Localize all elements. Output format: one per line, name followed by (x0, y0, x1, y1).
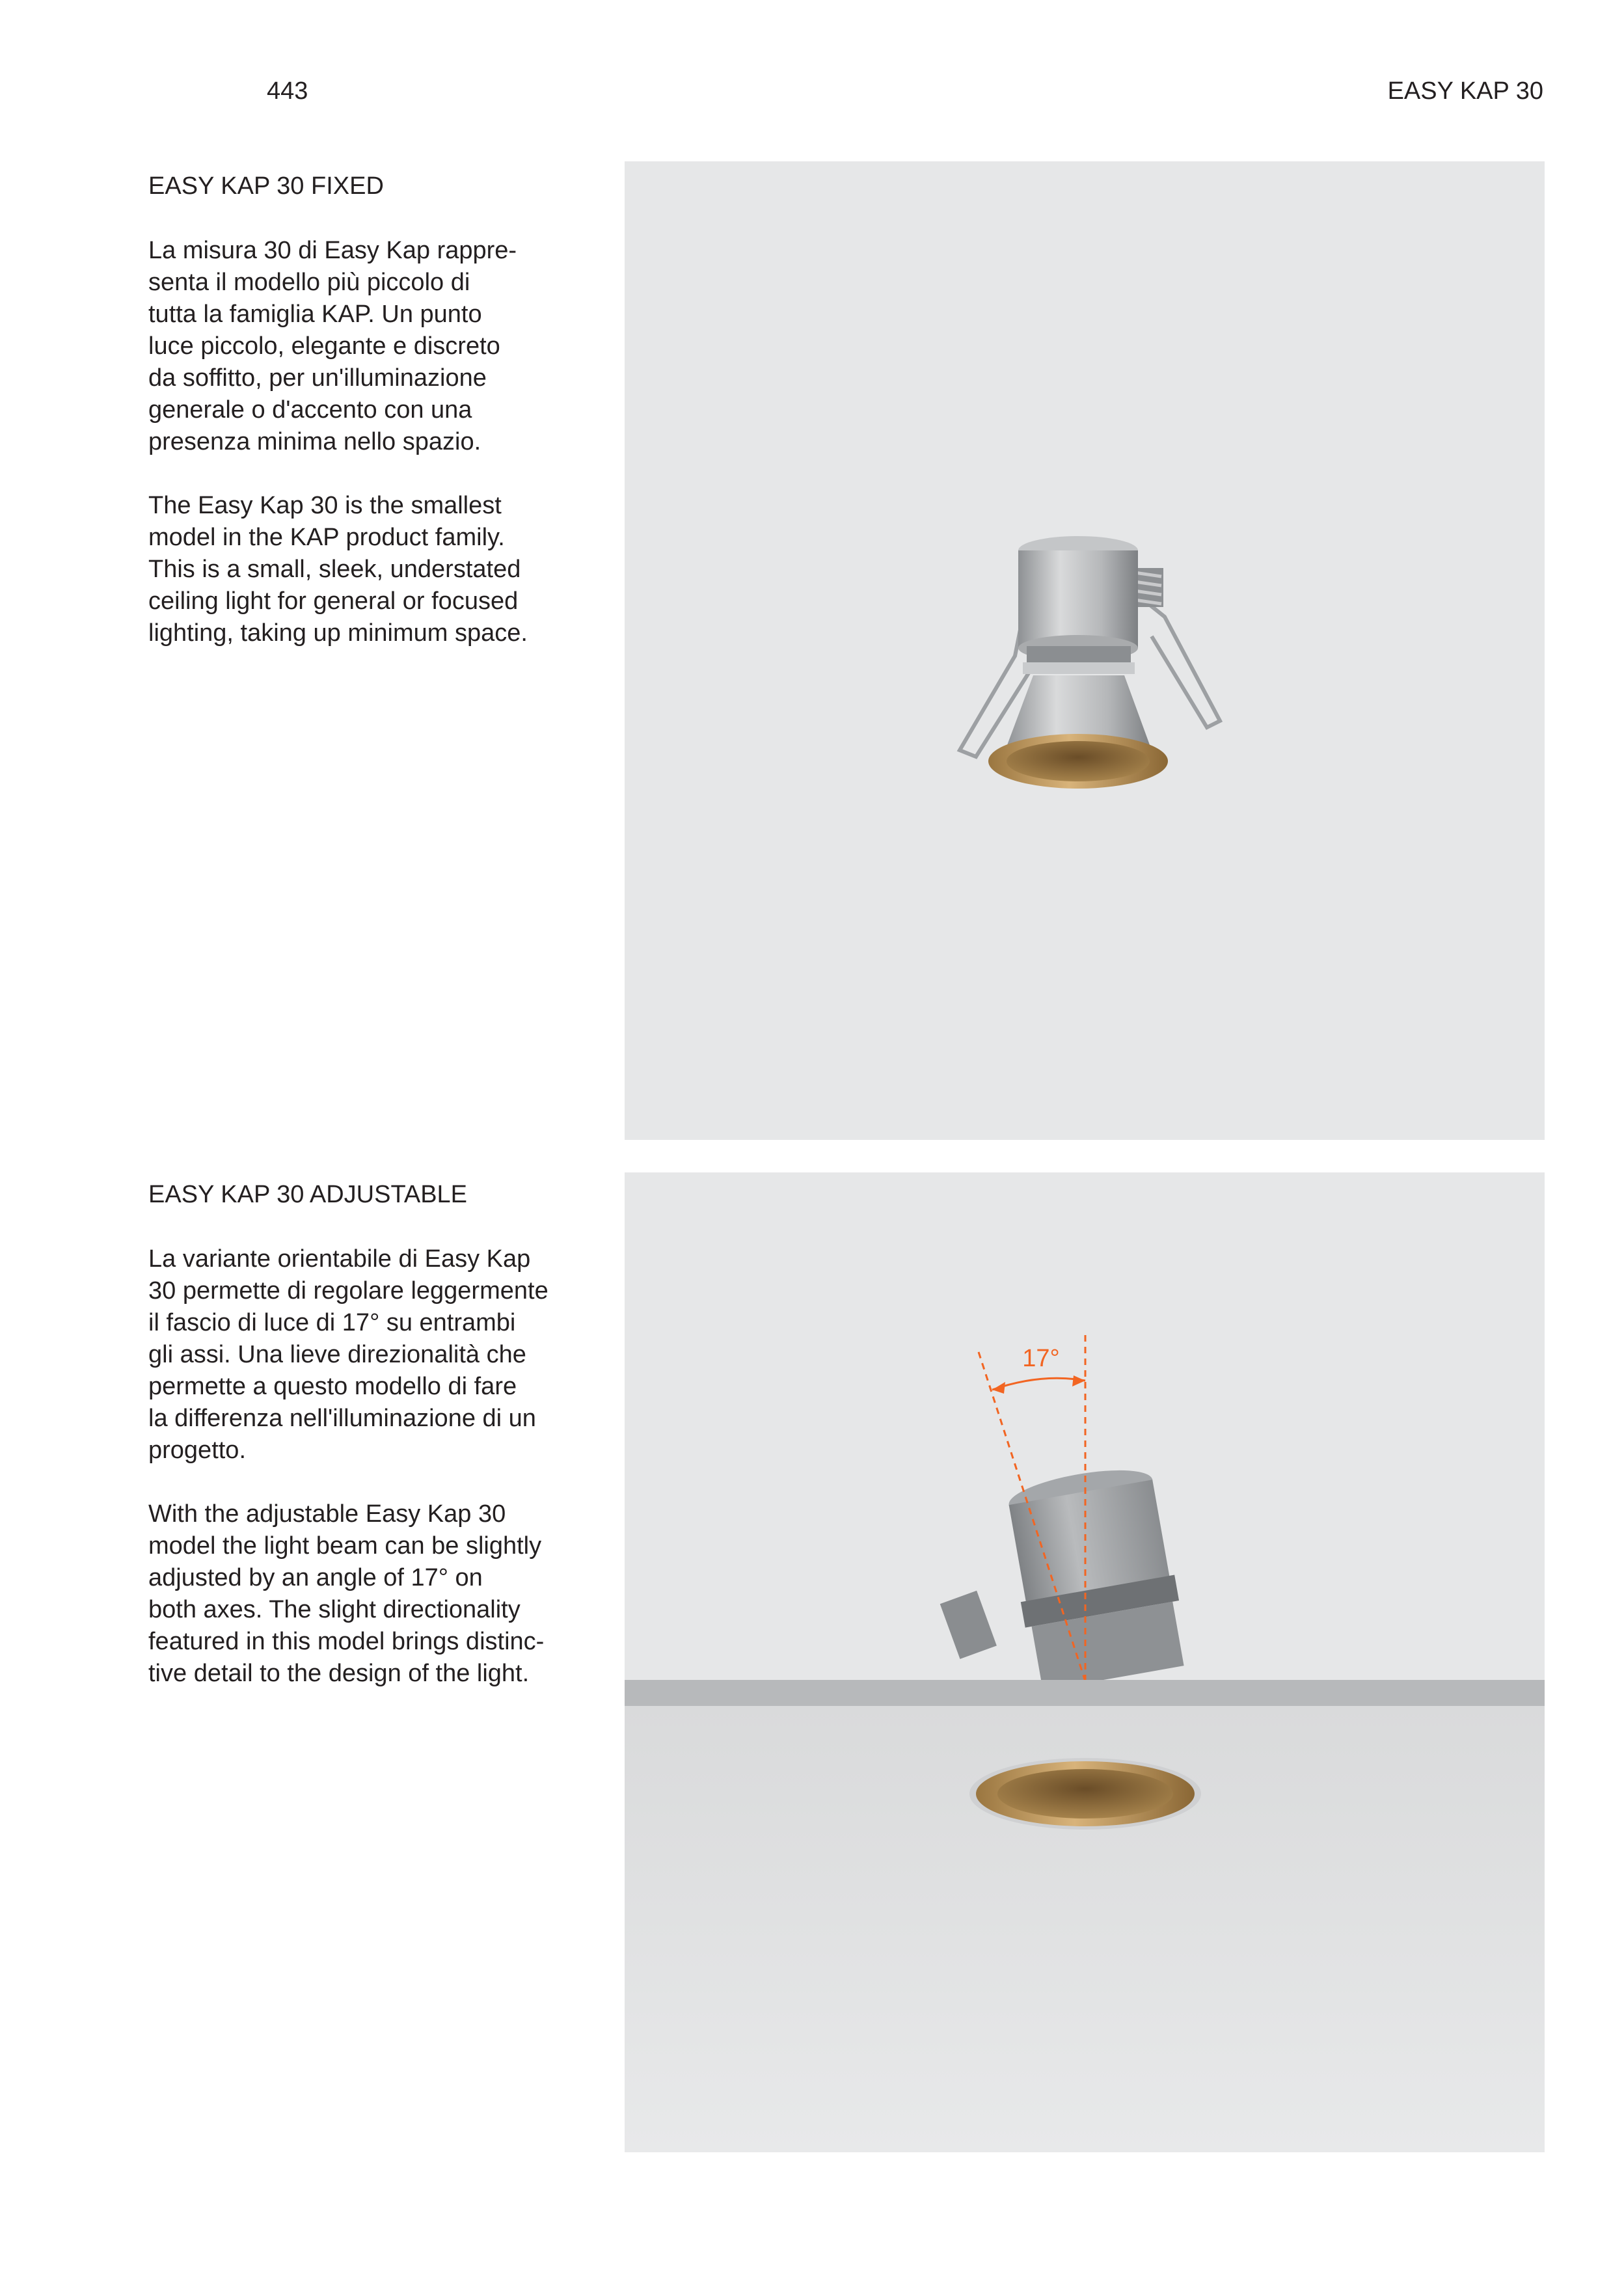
adjustable-downlight-illustration (625, 1172, 1545, 2152)
spring-clip-right (1148, 604, 1220, 727)
product-photo-adjustable (625, 1172, 1545, 2152)
fixed-downlight-illustration (625, 161, 1545, 1140)
product-photo-fixed (625, 161, 1545, 1140)
page-number: 443 (267, 77, 308, 105)
italian-description: La misura 30 di Easy Kap rappre- senta il modello più piccolo di tutta la famiglia KAP. Un punto luce piccolo, elegante e discreto da soffitto, per un'illuminazione generale o d'accento con una presenza minima nello spazio. (148, 237, 517, 455)
section-adjustable (148, 1179, 604, 1722)
section-title: EASY KAP 30 FIXED (148, 172, 384, 200)
english-description: With the adjustable Easy Kap 30 model the light beam can be slightly adjusted by an angle of 17° on both axes. The slight directionality featured in this model brings distinc- tive detail to the design of the light. (148, 1500, 545, 1687)
italian-description: La variante orientabile di Easy Kap 30 permette di regolare leggermente il fascio di luce di 17° su entrambi gli assi. Una lieve direzionalità che permette a questo modello di fare la differenza nell'illuminazione di un progetto. (148, 1245, 548, 1464)
section-title: EASY KAP 30 ADJUSTABLE (148, 1181, 468, 1208)
ceiling-slab (625, 1680, 1545, 1706)
section-fixed (148, 170, 604, 681)
angle-label: 17° (1022, 1345, 1060, 1372)
english-description: The Easy Kap 30 is the smallest model in the KAP product family. This is a small, sleek, understated ceiling light for general or focused lighting, taking up minimum space. (148, 492, 528, 647)
running-title: EASY KAP 30 (1387, 77, 1543, 105)
